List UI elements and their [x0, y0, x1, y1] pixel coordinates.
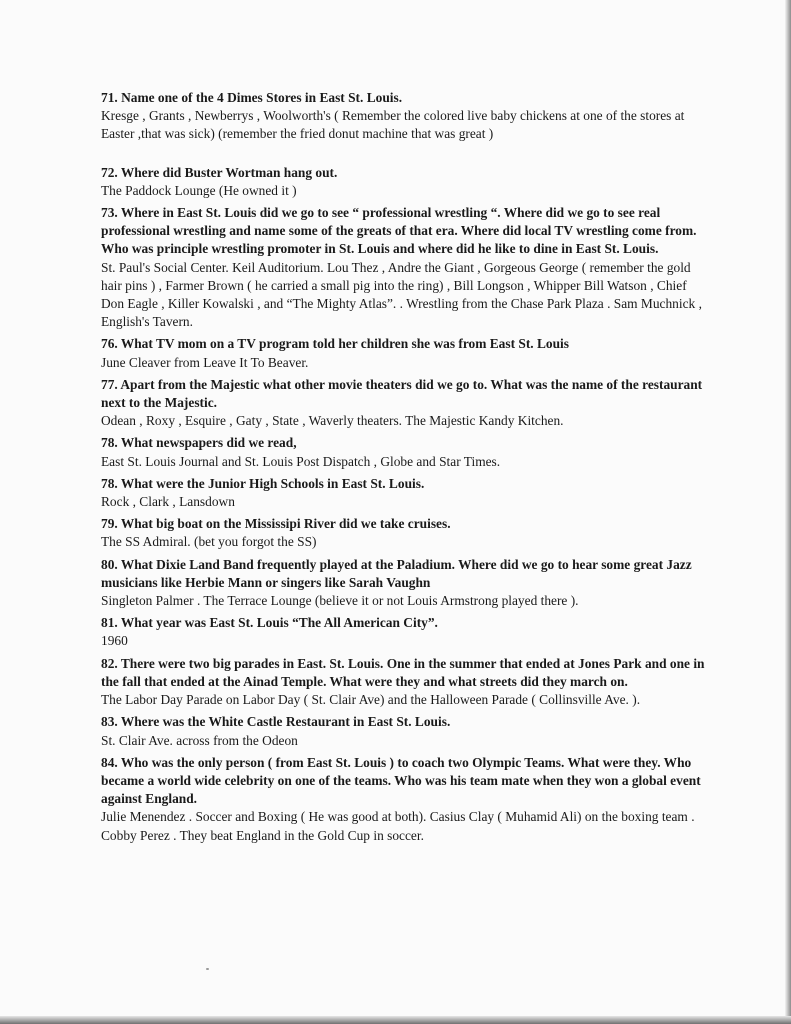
question-text: 72. Where did Buster Wortman hang out.: [101, 164, 338, 180]
answer-text: The SS Admiral. (bet you forgot the SS): [101, 534, 317, 550]
question-text: 76. What TV mom on a TV program told her children she was from East St. Louis: [101, 336, 569, 352]
qa-item-80: [101, 556, 713, 611]
question-text: 81. What year was East St. Louis “The All American City”.: [101, 615, 438, 631]
qa-item-71: [101, 89, 713, 144]
answer-text: The Paddock Lounge (He owned it ): [101, 182, 297, 198]
qa-item-77: [101, 376, 713, 431]
qa-item-84: [101, 754, 713, 845]
answer-text: Odean , Roxy , Esquire , Gaty , State , Waverly theaters. The Majestic Kandy Kitchen.: [101, 413, 564, 429]
qa-item-78-schools: [101, 475, 713, 511]
question-text: 82. There were two big parades in East. St. Louis. One in the summer that ended at Jones Park and one in the fall that ended at the Ainad Temple. What were they and what streets did they march on.: [101, 655, 705, 689]
answer-text: St. Paul's Social Center. Keil Auditorium. Lou Thez , Andre the Giant , Gorgeous George ( remember the gold hair pins ) , Farmer Brown ( he carried a small pig into the ring) , Bill Longson , Whipper Bill Watson , Chief Don Eagle , Killer Kowalski , and “The Mighty Atlas”. . Wrestling from the Chase Park Plaza . Sam Muchnick , English's Tavern.: [101, 259, 702, 330]
qa-item-82: [101, 655, 713, 710]
question-text: 83. Where was the White Castle Restaurant in East St. Louis.: [101, 714, 451, 730]
answer-text: St. Clair Ave. across from the Odeon: [101, 732, 298, 748]
question-text: 77. Apart from the Majestic what other movie theaters did we go to. What was the name of the restaurant next to the Majestic.: [101, 376, 703, 411]
question-text: 71. Name one of the 4 Dimes Stores in East St. Louis.: [101, 90, 403, 105]
question-text: 78. What were the Junior High Schools in East St. Louis.: [101, 475, 425, 491]
answer-text: Singleton Palmer . The Terrace Lounge (believe it or not Louis Armstrong played there ).: [101, 593, 579, 609]
question-text: 78. What newspapers did we read,: [101, 435, 297, 451]
scan-edge-right: [785, 0, 791, 1024]
qa-item-81: [101, 614, 713, 650]
qa-item-78-newspapers: [101, 434, 713, 470]
qa-item-72: [101, 164, 713, 200]
question-text: 84. Who was the only person ( from East St. Louis ) to coach two Olympic Teams. What were they. Who became a world wide celebrity on one of the teams. Who was his team mate when they won a global event against England.: [101, 754, 701, 807]
scan-speck: [206, 968, 209, 970]
answer-text: June Cleaver from Leave It To Beaver.: [101, 354, 309, 370]
answer-text: Kresge , Grants , Newberrys , Woolworth's ( Remember the colored live baby chickens at one of the stores at Easter ,that was sick) (remember the fried donut machine that was great ): [101, 108, 685, 142]
qa-item-73: [101, 204, 713, 331]
answer-text: 1960: [101, 633, 128, 649]
qa-item-76: [101, 335, 713, 371]
question-text: 80. What Dixie Land Band frequently played at the Paladium. Where did we go to hear some great Jazz musicians like Herbie Mann or singers like Sarah Vaughn: [101, 556, 692, 590]
answer-text: Rock , Clark , Lansdown: [101, 494, 235, 510]
qa-item-83: [101, 713, 713, 749]
question-text: 79. What big boat on the Mississipi River did we take cruises.: [101, 516, 451, 532]
qa-item-79: [101, 515, 713, 551]
question-text: 73. Where in East St. Louis did we go to see “ professional wrestling “. Where did we go to see real professional wrestling and name some of the greats of that era. Where did local TV wrestling come from. Who was principle wrestling promoter in St. Louis and where did he like to dine in East St. Louis.: [101, 205, 697, 257]
answer-text: Julie Menendez . Soccer and Boxing ( He was good at both). Casius Clay ( Muhamid Ali) on the boxing team . Cobby Perez . They beat England in the Gold Cup in soccer.: [101, 809, 695, 843]
answer-text: The Labor Day Parade on Labor Day ( St. Clair Ave) and the Halloween Parade ( Collinsville Ave. ).: [101, 692, 641, 708]
scan-edge-bottom: [0, 1016, 791, 1024]
question-list: [101, 89, 713, 849]
answer-text: East St. Louis Journal and St. Louis Post Dispatch , Globe and Star Times.: [101, 453, 501, 469]
